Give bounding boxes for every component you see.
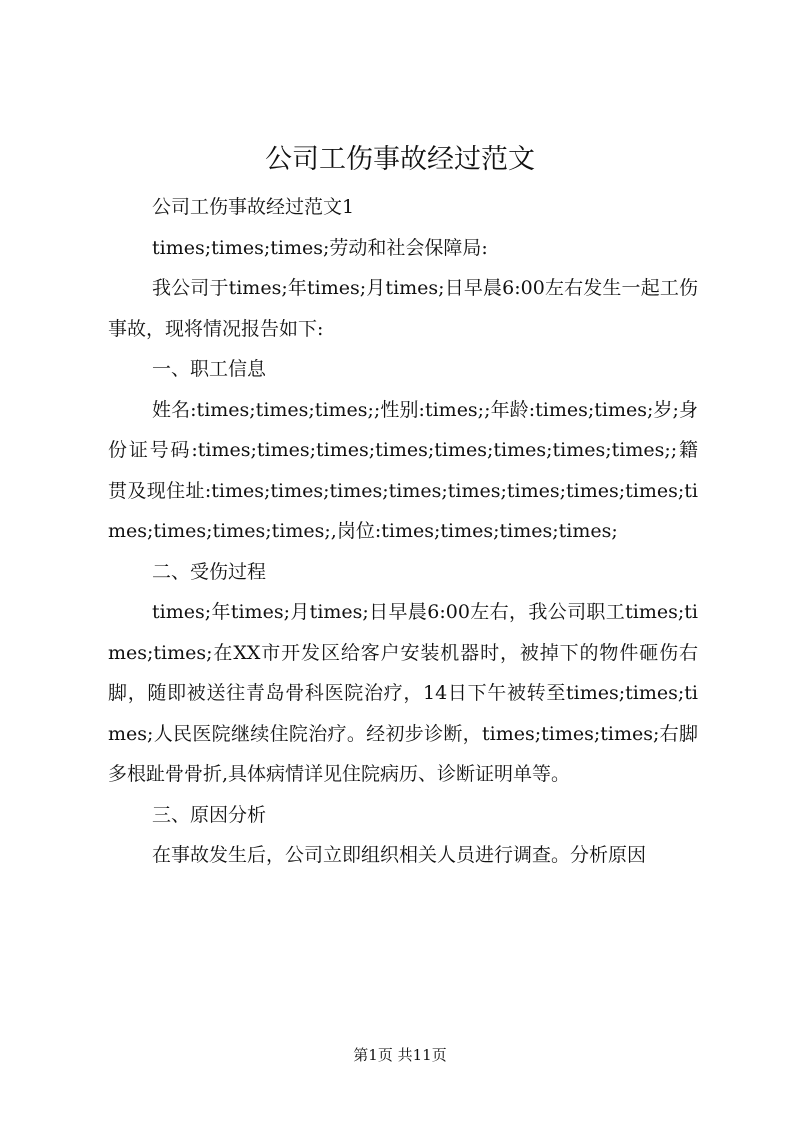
document-body (108, 187, 698, 876)
paragraph-recipient: times;times;times;劳动和社会保障局: (152, 236, 488, 259)
paragraph-intro: 我公司于times;年times;月times;日早晨6:00左右发生一起工伤事故，现将情况报告如下: (108, 277, 698, 340)
paragraph-heading: 公司工伤事故经过范文1 (152, 196, 355, 218)
paragraph-injury-process: times;年times;月times;日早晨6:00左右，我公司职工times;times;times;在XX市开发区给客户安装机器时，被掉下的物件砸伤右脚，随即被送往青岛骨科医院治疗，14日下午被转至times;times;times;人民医院继续住院治疗。经初步诊断，times;times;times;右脚多根趾骨骨折,具体病情详见住院病历、诊断证明单等。 (108, 601, 698, 785)
paragraph-employee-info: 姓名:times;times;times;;性别:times;;年龄:times;times;岁;身份证号码:times;times;times;times;times;times;times;times;;籍贯及现住址:times;times;times;times;times;times;times;times;times;times;times;times;,岗位:times;times;times;times; (108, 398, 698, 542)
section-heading-cause-analysis: 三、原因分析 (152, 803, 267, 826)
page-footer: 第1页 共11页 (353, 1046, 447, 1064)
paragraph-cause-analysis: 在事故发生后，公司立即组织相关人员进行调查。分析原因 (152, 844, 647, 866)
section-heading-employee-info: 一、职工信息 (152, 358, 267, 380)
page-title: 公司工伤事故经过范文 (265, 144, 535, 175)
section-heading-injury-process: 二、受伤过程 (152, 560, 267, 583)
